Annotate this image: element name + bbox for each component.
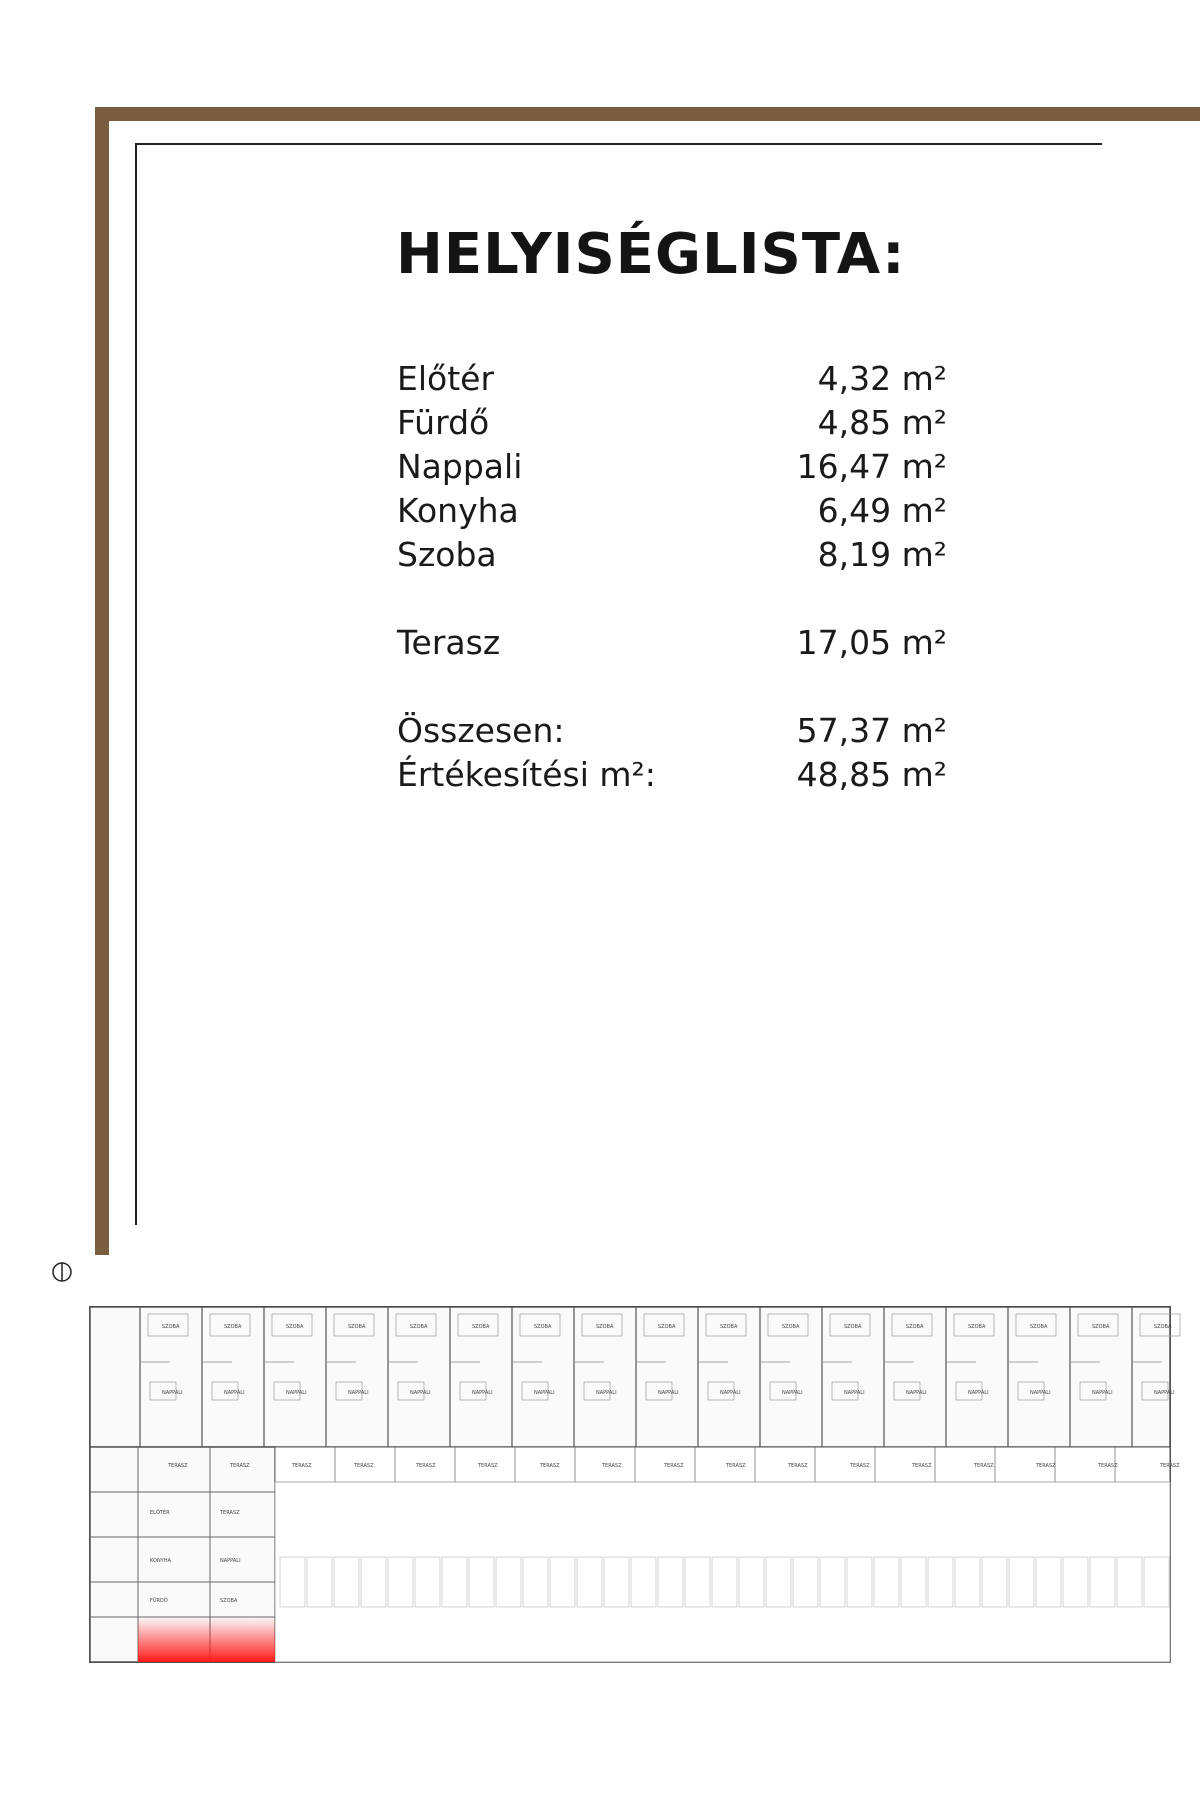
room-label: NAPPALI [658, 1390, 679, 1396]
room-label: SZOBA [1030, 1324, 1048, 1330]
frame-left-bar [95, 107, 109, 1255]
spacer [397, 577, 947, 621]
room-label: NAPPALI [782, 1390, 803, 1396]
room-name: Fürdő [397, 403, 490, 442]
room-label: TERASZ [602, 1463, 622, 1469]
room-label: TERASZ [230, 1463, 250, 1469]
room-label: SZOBA [596, 1324, 614, 1330]
room-name: Nappali [397, 447, 523, 486]
room-name: Előtér [397, 359, 495, 398]
room-label: SZOBA [472, 1324, 490, 1330]
room-label: NAPPALI [596, 1390, 617, 1396]
room-label: NAPPALI [844, 1390, 865, 1396]
room-label: TERASZ [850, 1463, 870, 1469]
frame-inner-line-top [135, 143, 1102, 145]
room-label: NAPPALI [1030, 1390, 1051, 1396]
room-label: SZOBA [906, 1324, 924, 1330]
room-label: NAPPALI [906, 1390, 927, 1396]
room-row [397, 489, 947, 533]
room-label: NAPPALI [286, 1390, 307, 1396]
room-area: 16,47 m² [796, 447, 947, 486]
room-label: NAPPALI [472, 1390, 493, 1396]
room-row [397, 445, 947, 489]
highlighted-apartment [138, 1617, 275, 1662]
total-area: 57,37 m² [796, 711, 947, 750]
room-label: SZOBA [968, 1324, 986, 1330]
room-label: NAPPALI [410, 1390, 431, 1396]
room-area: 4,32 m² [817, 359, 947, 398]
room-row [397, 401, 947, 445]
page-title: HELYISÉGLISTA: [396, 222, 906, 287]
room-label: NAPPALI [968, 1390, 989, 1396]
frame-top-bar [95, 107, 1200, 121]
room-label: TERASZ [912, 1463, 932, 1469]
room-label: SZOBA [844, 1324, 862, 1330]
room-label: FÜRDŐ [150, 1598, 168, 1604]
room-row [397, 533, 947, 577]
room-label: NAPPALI [1092, 1390, 1113, 1396]
room-label: NAPPALI [220, 1558, 241, 1564]
room-label: NAPPALI [720, 1390, 741, 1396]
room-label: SZOBA [534, 1324, 552, 1330]
frame-inner-line-left [135, 143, 137, 1225]
spacer [397, 665, 947, 709]
room-label: NAPPALI [1154, 1390, 1175, 1396]
room-label: NAPPALI [162, 1390, 183, 1396]
room-label: KONYHA [150, 1558, 171, 1564]
room-area: 8,19 m² [817, 535, 947, 574]
room-label: TERASZ [726, 1463, 746, 1469]
sales-area-row [397, 753, 947, 797]
total-label: Összesen: [397, 711, 565, 750]
room-label: TERASZ [478, 1463, 498, 1469]
room-label: SZOBA [220, 1598, 238, 1604]
room-label: TERASZ [1160, 1463, 1180, 1469]
room-label: TERASZ [974, 1463, 994, 1469]
sales-area-label: Értékesítési m²: [397, 755, 656, 794]
room-name: Szoba [397, 535, 497, 574]
room-label: TERASZ [1098, 1463, 1118, 1469]
room-label: SZOBA [658, 1324, 676, 1330]
room-label: TERASZ [1036, 1463, 1056, 1469]
floor-plan [50, 1252, 1185, 1702]
room-row [397, 357, 947, 401]
room-area: 6,49 m² [817, 491, 947, 530]
room-label: TERASZ [220, 1510, 240, 1516]
room-label: SZOBA [1154, 1324, 1172, 1330]
sales-area-value: 48,85 m² [796, 755, 947, 794]
room-list [397, 357, 947, 797]
room-label: SZOBA [348, 1324, 366, 1330]
room-label: SZOBA [410, 1324, 428, 1330]
terrace-row [397, 621, 947, 665]
room-label: SZOBA [782, 1324, 800, 1330]
room-label: TERASZ [540, 1463, 560, 1469]
room-label: ELŐTÉR [150, 1510, 170, 1516]
room-label: NAPPALI [224, 1390, 245, 1396]
room-name: Konyha [397, 491, 519, 530]
room-label: SZOBA [162, 1324, 180, 1330]
room-label: SZOBA [286, 1324, 304, 1330]
floor-plan-drawing [50, 1252, 1185, 1702]
room-label: TERASZ [416, 1463, 436, 1469]
room-area: 4,85 m² [817, 403, 947, 442]
room-label: NAPPALI [534, 1390, 555, 1396]
room-label: TERASZ [788, 1463, 808, 1469]
room-label: TERASZ [664, 1463, 684, 1469]
room-label: NAPPALI [348, 1390, 369, 1396]
room-label: SZOBA [720, 1324, 738, 1330]
total-row [397, 709, 947, 753]
terrace-area: 17,05 m² [796, 623, 947, 662]
room-label: SZOBA [224, 1324, 242, 1330]
room-label: TERASZ [292, 1463, 312, 1469]
room-label: SZOBA [1092, 1324, 1110, 1330]
room-label: TERASZ [168, 1463, 188, 1469]
terrace-name: Terasz [397, 623, 501, 662]
room-label: TERASZ [354, 1463, 374, 1469]
